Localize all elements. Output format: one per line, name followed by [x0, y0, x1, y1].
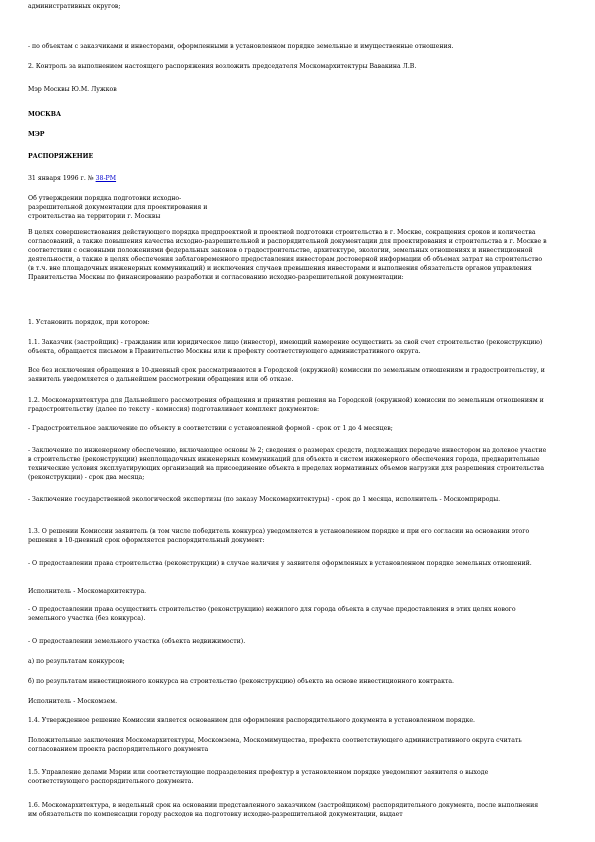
- document-title-line: Об утверждении порядка подготовки исходно-: [28, 195, 182, 202]
- list-item: - Заключение по инженерному обеспечению, включающее основы № 2; сведения о размерах средств, подлежащих передаче инвестором на долевое участие в строительстве (реконструкции) внеплощадочных инженерных коммуникаций для объекта и систем инженерного обеспечения города, предварительные технические условия эксплуатирующих организаций на присоединение объекта в пределах нормативных объемов нагрузки для разрешения строительства (реконструкции) - срок два месяца;: [28, 447, 547, 481]
- document-title-line: строительства на территории г. Москвы: [28, 213, 161, 220]
- paragraph: 1.2. Москомархитектура для Дальнейшего рассмотрения обращения и принятия решения на Городской (окружной) комиссии по земельным отношениям и градостроительству (далее по тексту - комиссия) подготавливает комплект документов:: [28, 397, 544, 413]
- paragraph: - по объектам с заказчиками и инвесторами, оформленными в установленном порядке земельные и имущественные отношения.: [28, 43, 454, 50]
- document-date-line: [28, 174, 548, 183]
- document-number-link[interactable]: 38-РМ: [95, 175, 117, 182]
- paragraph: 1.4. Утвержденное решение Комиссии является основанием для оформления распорядительного документа в установленном порядке.: [28, 717, 475, 724]
- list-item: - Заключение государственной экологической экспертизы (по заказу Москомархитектуры) - срок до 1 месяца, исполнитель - Москомприроды.: [28, 496, 501, 503]
- list-item: а) по результатам конкурсов;: [28, 658, 125, 665]
- paragraph: Исполнитель - Москомзем.: [28, 698, 118, 705]
- paragraph: 1.5. Управление делами Мэрии или соответствующие подразделения префектур в установленном порядке уведомляют заявителя о выходе соответствующего распорядительного документа.: [28, 769, 489, 785]
- document-title: [28, 194, 238, 221]
- document-title-line: разрешительной документации для проектирования и: [28, 204, 208, 211]
- list-item: - О предоставлении права строительства (реконструкции) в случае наличия у заявителя оформленных в установленном порядке земельных отношений.: [28, 560, 532, 567]
- paragraph: Все без исключения обращения в 10-дневный срок рассматриваются в Городской (окружной) комиссии по земельным отношениям и градостроительству, и заявитель уведомляется о дальнейшем рассмотрении обращения или об отказе.: [28, 367, 545, 383]
- mayor-heading: МЭР: [28, 131, 45, 138]
- paragraph: административных округов;: [28, 3, 121, 10]
- paragraph: Положительные заключения Москомархитектуры, Москомзема, Москомимущества, префекта соответствующего административного округа считать согласованием проекта распорядительного документа: [28, 737, 522, 753]
- list-item: - О предоставлении земельного участка (объекта недвижимости).: [28, 638, 246, 645]
- paragraph: 2. Контроль за выполнением настоящего распоряжения возложить председателя Москомархитектуры Вавакина Л.В.: [28, 63, 417, 70]
- paragraph: 1.3. О решении Комиссии заявитель (в том числе победитель конкурса) уведомляется в установленном порядке и при его согласии на основании этого решения в 10-дневный срок оформляется распорядительный документ:: [28, 528, 530, 544]
- document-type-heading: РАСПОРЯЖЕНИЕ: [28, 153, 94, 160]
- mayor-signature: Мэр Москвы Ю.М. Лужков: [28, 86, 117, 93]
- paragraph: 1.6. Москомархитектура, в недельный срок на основании представленного заказчиком (застройщиком) распорядительного документа, после выполнения им обязательств по компенсации городу расходов на подготовку исходно-разрешительной документации, выдает: [28, 802, 539, 818]
- list-item: - Градостроительное заключение по объекту в соответствии с установленной формой - срок от 1 до 4 месяцев;: [28, 425, 393, 432]
- paragraph: 1.1. Заказчик (застройщик) - гражданин или юридическое лицо (инвестор), имеющий намерение осуществить за свой счет строительство (реконструкцию) объекта, обращается письмом в Правительство Москвы или к префекту соответствующего административного округа.: [28, 339, 543, 355]
- list-item: б) по результатам инвестиционного конкурса на строительство (реконструкцию) объекта на основе инвестиционного контракта.: [28, 678, 455, 685]
- paragraph: Исполнитель - Москомархитектура.: [28, 588, 147, 595]
- document-date: 31 января 1996 г. №: [28, 175, 96, 182]
- city-heading: МОСКВА: [28, 111, 62, 118]
- paragraph: 1. Установить порядок, при котором:: [28, 319, 150, 326]
- list-item: - О предоставлении права осуществить строительство (реконструкцию) нежилого для города объекта в случае предоставления в этих целях нового земельного участка (без конкурса).: [28, 606, 516, 622]
- preamble-paragraph: В целях совершенствования действующего порядка предпроектной и проектной подготовки строительства в г. Москве, сокращения сроков и количества согласований, а также повышения качества исходно-разрешительной и распорядительной документации для проектирования и строительства в г. Москве в соответствии с основными положениями федеральных законов о градостроительстве, архитектуре, экологии, земельных отношениях и инвестиционной деятельности, а также в целях обеспечения заблаговременного предоставления инвесторам достоверной информации об объемах затрат на строительство (в т.ч. вне площадочных инженерных коммуникаций) и исключения случаев превышения инвесторами и выполнения обязательств органов управления Правительства Москвы по финансированию разработки и согласованию исходно-разрешительной документации:: [28, 229, 547, 281]
